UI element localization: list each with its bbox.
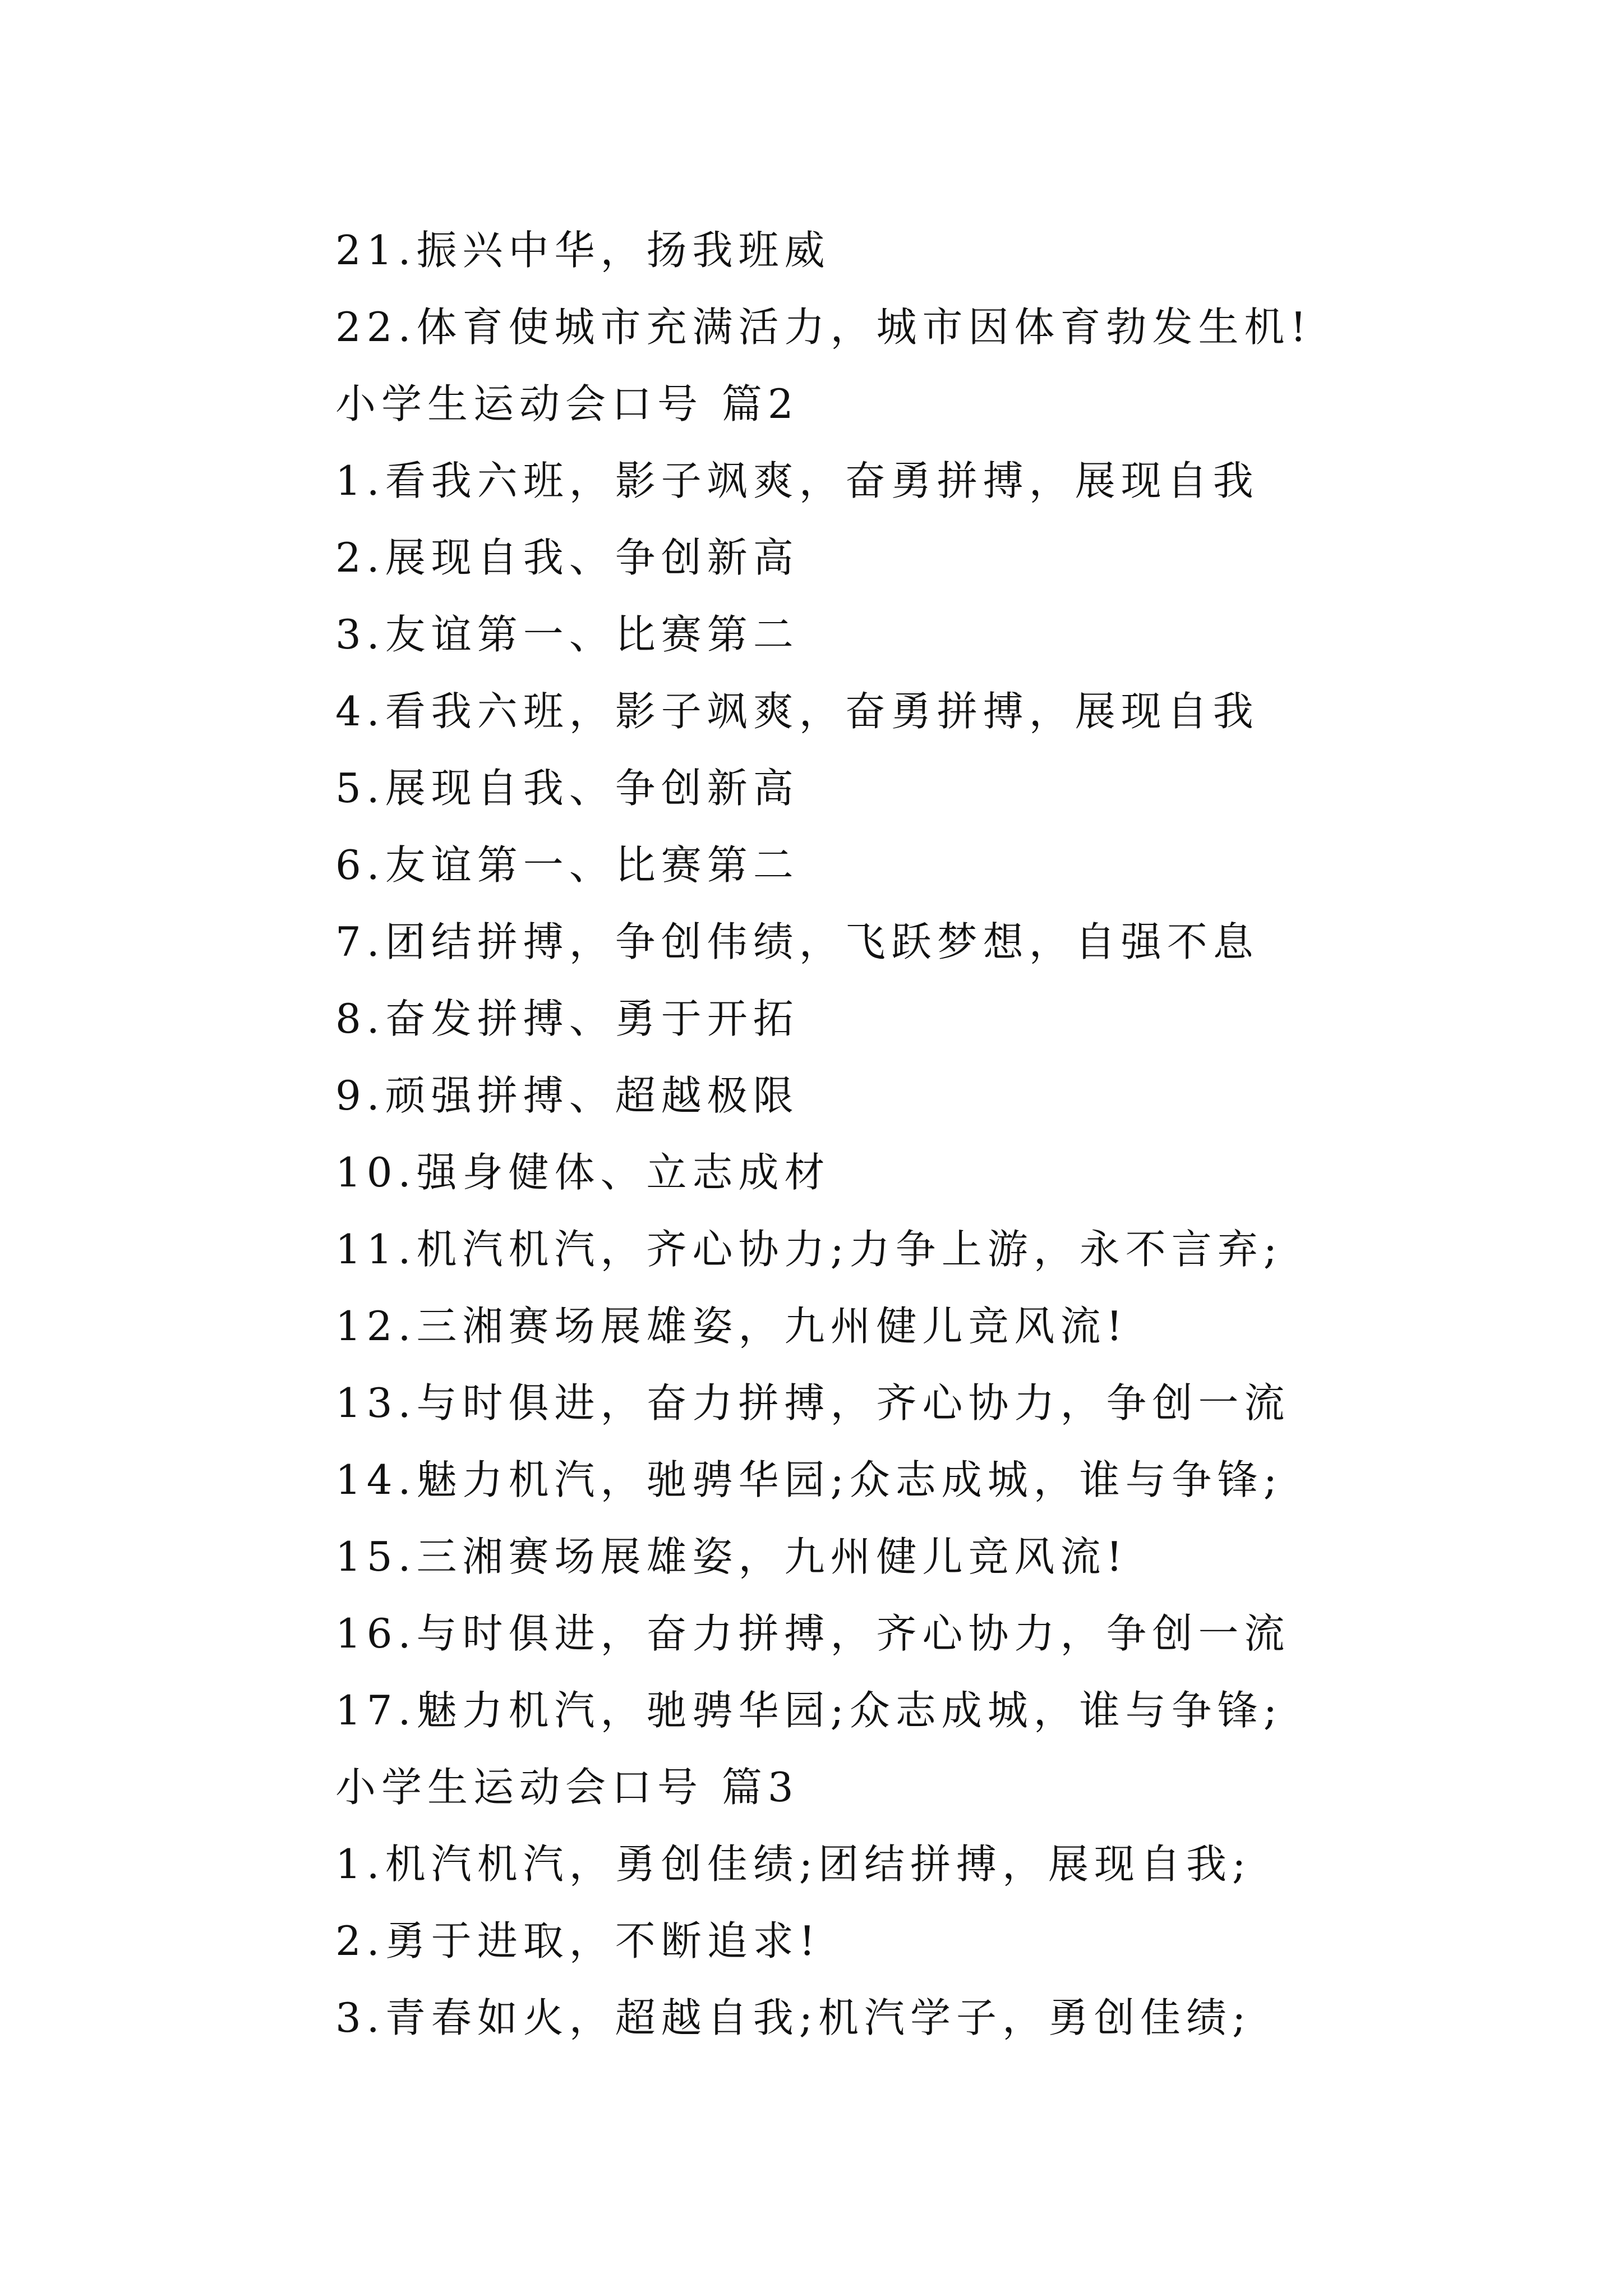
- slogan-line: 13.与时俱进，奋力拼搏，齐心协力，争创一流: [335, 1379, 1290, 1427]
- slogan-line: 8.奋发拼搏、勇于开拓: [335, 995, 799, 1042]
- slogan-line: 3.友谊第一、比赛第二: [335, 611, 799, 658]
- slogan-line: 12.三湘赛场展雄姿，九州健儿竞风流!: [335, 1303, 1128, 1350]
- section-heading: 小学生运动会口号 篇2: [335, 380, 799, 427]
- slogan-line: 16.与时俱进，奋力拼搏，齐心协力，争创一流: [335, 1610, 1290, 1657]
- slogan-line: 3.青春如火，超越自我;机汽学子，勇创佳绩;: [335, 1994, 1252, 2041]
- slogan-line: 14.魅力机汽，驰骋华园;众志成城，谁与争锋;: [335, 1456, 1283, 1503]
- slogan-line: 10.强身健体、立志成材: [335, 1149, 831, 1196]
- slogan-line: 4.看我六班，影子飒爽，奋勇拼搏，展现自我: [335, 688, 1259, 735]
- slogan-line: 6.友谊第一、比赛第二: [335, 841, 799, 889]
- slogan-line: 22.体育使城市充满活力，城市因体育勃发生机!: [335, 303, 1312, 351]
- document-body: [335, 212, 1457, 2056]
- slogan-line: 5.展现自我、争创新高: [335, 765, 799, 812]
- slogan-line: 21.振兴中华，扬我班威: [335, 227, 831, 274]
- section-heading: 小学生运动会口号 篇3: [335, 1764, 799, 1811]
- slogan-line: 2.勇于进取，不断追求!: [335, 1917, 821, 1964]
- slogan-line: 11.机汽机汽，齐心协力;力争上游，永不言弃;: [335, 1226, 1283, 1273]
- slogan-line: 17.魅力机汽，驰骋华园;众志成城，谁与争锋;: [335, 1687, 1283, 1734]
- slogan-line: 7.团结拼搏，争创伟绩，飞跃梦想，自强不息: [335, 918, 1259, 965]
- slogan-line: 15.三湘赛场展雄姿，九州健儿竞风流!: [335, 1533, 1128, 1580]
- slogan-line: 1.看我六班，影子飒爽，奋勇拼搏，展现自我: [335, 457, 1259, 504]
- slogan-line: 2.展现自我、争创新高: [335, 534, 799, 581]
- slogan-line: 9.顽强拼搏、超越极限: [335, 1072, 799, 1119]
- slogan-line: 1.机汽机汽，勇创佳绩;团结拼搏，展现自我;: [335, 1841, 1252, 1888]
